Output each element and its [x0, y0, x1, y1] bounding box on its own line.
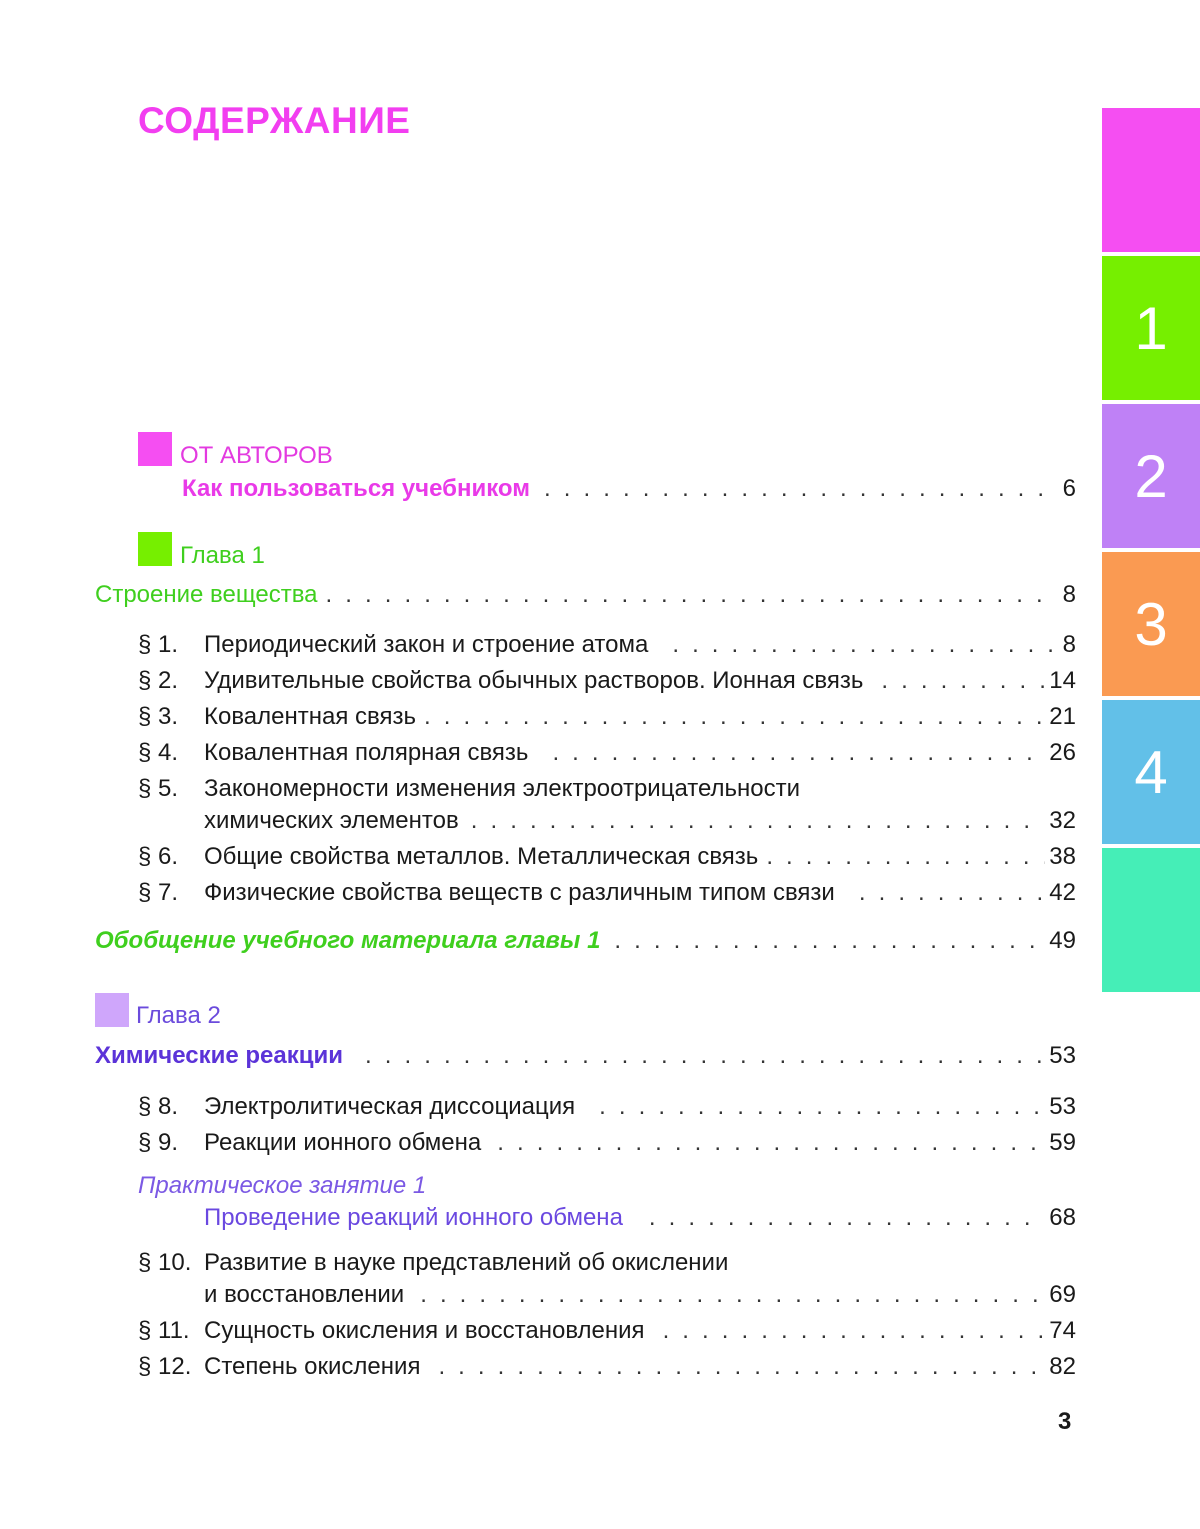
chapter1-label: Глава 1	[180, 542, 265, 569]
section-number: § 1.	[138, 631, 179, 658]
toc-page-number: 53	[1049, 1042, 1076, 1069]
section-title: Периодический закон и строение атома	[204, 631, 649, 658]
toc-page-number: 69	[1049, 1281, 1076, 1308]
toc-item-line2[interactable]	[204, 806, 1076, 836]
dot-leader	[365, 1041, 1045, 1071]
toc-page-number: 38	[1049, 843, 1076, 870]
toc-page-number: 42	[1049, 879, 1076, 906]
section-title: Физические свойства веществ с различным типом связи	[204, 879, 835, 906]
section-number: § 2.	[138, 667, 179, 694]
toc-entry-authors[interactable]	[182, 474, 1076, 504]
toc-page-number: 82	[1049, 1353, 1076, 1380]
toc-chapter1-summary[interactable]	[95, 926, 1076, 956]
toc-item[interactable]	[138, 842, 1076, 872]
toc-page-number: 32	[1049, 807, 1076, 834]
section-title: Удивительные свойства обычных растворов. Ионная связь	[204, 667, 864, 694]
toc-page-number: 53	[1049, 1093, 1076, 1120]
toc-item-line1[interactable]	[138, 774, 800, 804]
toc-page-number: 8	[1062, 631, 1076, 658]
chapter-title: Строение вещества	[95, 581, 318, 608]
toc-page-number: 21	[1049, 703, 1076, 730]
dot-leader	[497, 1128, 1045, 1158]
section-number: § 10.	[138, 1249, 192, 1276]
chapter2-label: Глава 2	[136, 1002, 221, 1029]
tab-appendix[interactable]	[1102, 848, 1200, 992]
toc-item[interactable]	[138, 1128, 1076, 1158]
section-title-continued: и восстановлении	[204, 1281, 405, 1308]
dot-leader	[881, 666, 1045, 696]
toc-page-number: 6	[1062, 475, 1076, 502]
section-number: § 3.	[138, 703, 179, 730]
summary-title: Обобщение учебного материала главы 1	[95, 927, 601, 954]
toc-page-number: 8	[1062, 581, 1076, 608]
toc-page-number: 68	[1049, 1204, 1076, 1231]
chapter2-marker	[95, 993, 129, 1027]
dot-leader	[672, 630, 1056, 660]
dot-leader	[859, 878, 1045, 908]
section-title: Сущность окисления и восстановления	[204, 1317, 645, 1344]
section-title: Реакции ионного обмена	[204, 1129, 482, 1156]
section-number: § 6.	[138, 843, 179, 870]
section-title: Ковалентная связь	[204, 703, 417, 730]
dot-leader	[766, 842, 1045, 872]
dot-leader	[663, 1316, 1046, 1346]
dot-leader	[614, 926, 1045, 956]
toc-chapter1-title[interactable]	[95, 580, 1076, 610]
section-number: § 9.	[138, 1129, 179, 1156]
chapter1-marker	[138, 532, 172, 566]
section-number: § 12.	[138, 1353, 192, 1380]
dot-leader	[438, 1352, 1045, 1382]
toc-item-line2[interactable]	[204, 1280, 1076, 1310]
toc-item[interactable]	[138, 878, 1076, 908]
tab-chapter-1[interactable]: 1	[1102, 256, 1200, 400]
toc-page-number: 59	[1049, 1129, 1076, 1156]
practical-title: Проведение реакций ионного обмена	[204, 1204, 623, 1231]
toc-item[interactable]	[138, 630, 1076, 660]
toc-item[interactable]	[138, 666, 1076, 696]
dot-leader	[424, 702, 1045, 732]
section-title: Ковалентная полярная связь	[204, 739, 529, 766]
toc-item[interactable]	[138, 1092, 1076, 1122]
section-number: § 5.	[138, 775, 179, 802]
section-number: § 4.	[138, 739, 179, 766]
chapter-title: Химические реакции	[95, 1042, 343, 1069]
toc-item[interactable]	[138, 1352, 1076, 1382]
toc-entry-title: Как пользоваться учебником	[182, 475, 531, 502]
toc-page-number: 49	[1049, 927, 1076, 954]
toc-practical-entry[interactable]	[204, 1203, 1076, 1233]
dot-leader	[552, 738, 1045, 768]
section-title: Развитие в науке представлений об окислении	[204, 1249, 729, 1276]
section-title: Закономерности изменения электроотрицательности	[204, 775, 801, 802]
toc-page-number: 74	[1049, 1317, 1076, 1344]
section-title: Степень окисления	[204, 1353, 421, 1380]
toc-item[interactable]	[138, 1316, 1076, 1346]
section-title-continued: химических элементов	[204, 807, 459, 834]
section-title: Электролитическая диссоциация	[204, 1093, 576, 1120]
authors-marker	[138, 432, 172, 466]
practical-label: Практическое занятие 1	[138, 1172, 427, 1199]
section-title: Общие свойства металлов. Металлическая связь	[204, 843, 759, 870]
dot-leader	[471, 806, 1046, 836]
tab-chapter-4[interactable]: 4	[1102, 700, 1200, 844]
toc-item[interactable]	[138, 738, 1076, 768]
toc-chapter2-title[interactable]	[95, 1041, 1076, 1071]
dot-leader	[544, 474, 1056, 504]
page-title: СОДЕРЖАНИЕ	[138, 100, 411, 141]
toc-page-number: 14	[1049, 667, 1076, 694]
section-number: § 7.	[138, 879, 179, 906]
toc-page-number: 26	[1049, 739, 1076, 766]
toc-item-line1[interactable]	[138, 1248, 728, 1278]
tab-chapter-3[interactable]: 3	[1102, 552, 1200, 696]
dot-leader	[326, 580, 1056, 610]
section-number: § 11.	[138, 1317, 190, 1344]
tab-contents[interactable]	[1102, 108, 1200, 252]
page-number: 3	[1058, 1408, 1072, 1435]
toc-item[interactable]	[138, 702, 1076, 732]
dot-leader	[649, 1203, 1045, 1233]
authors-heading: ОТ АВТОРОВ	[180, 442, 333, 469]
chapter-tabs	[1102, 108, 1200, 996]
dot-leader	[599, 1092, 1045, 1122]
section-number: § 8.	[138, 1093, 179, 1120]
dot-leader	[420, 1280, 1045, 1310]
tab-chapter-2[interactable]: 2	[1102, 404, 1200, 548]
